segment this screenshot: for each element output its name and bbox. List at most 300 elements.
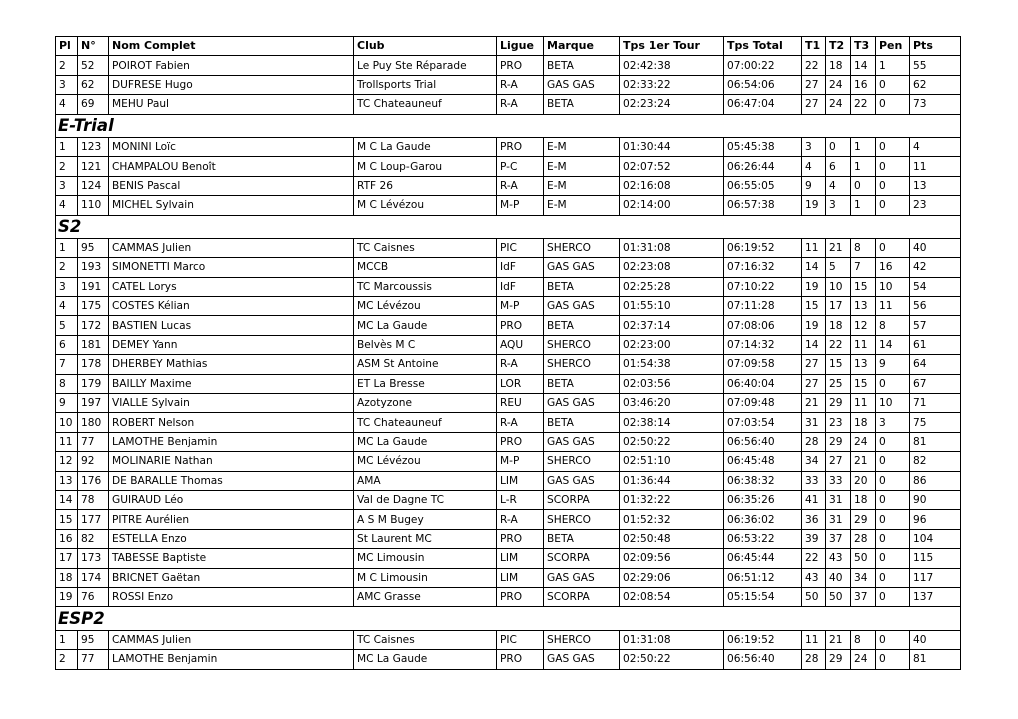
club-cell: TC Marcoussis [354, 277, 497, 296]
t2-cell: 29 [826, 394, 851, 413]
league-cell: IdF [497, 277, 544, 296]
club-cell: MC Lévézou [354, 452, 497, 471]
penalty-cell: 0 [876, 630, 910, 649]
number-cell: 178 [78, 355, 109, 374]
points-cell: 55 [910, 56, 961, 75]
points-cell: 40 [910, 238, 961, 257]
league-cell: R-A [497, 413, 544, 432]
first-lap-time-cell: 02:16:08 [620, 176, 724, 195]
column-header-name: Nom Complet [109, 37, 354, 56]
t1-cell: 31 [802, 413, 826, 432]
penalty-cell: 0 [876, 374, 910, 393]
first-lap-time-cell: 02:08:54 [620, 587, 724, 606]
name-cell: GUIRAUD Léo [109, 490, 354, 509]
first-lap-time-cell: 02:50:22 [620, 432, 724, 451]
t3-cell: 15 [851, 374, 876, 393]
table-row [56, 587, 961, 606]
table-row [56, 176, 961, 195]
number-cell: 123 [78, 137, 109, 156]
first-lap-time-cell: 02:37:14 [620, 316, 724, 335]
table-row [56, 258, 961, 277]
t1-cell: 14 [802, 335, 826, 354]
t3-cell: 22 [851, 95, 876, 114]
league-cell: R-A [497, 510, 544, 529]
number-cell: 177 [78, 510, 109, 529]
t1-cell: 36 [802, 510, 826, 529]
place-cell: 17 [56, 549, 78, 568]
column-header-pl: Pl [56, 37, 78, 56]
points-cell: 81 [910, 432, 961, 451]
name-cell: MICHEL Sylvain [109, 196, 354, 215]
t1-cell: 14 [802, 258, 826, 277]
t2-cell: 27 [826, 452, 851, 471]
t2-cell: 4 [826, 176, 851, 195]
name-cell: MEHU Paul [109, 95, 354, 114]
place-cell: 3 [56, 277, 78, 296]
total-time-cell: 06:56:40 [724, 432, 802, 451]
club-cell: M C Loup-Garou [354, 157, 497, 176]
number-cell: 173 [78, 549, 109, 568]
name-cell: ROBERT Nelson [109, 413, 354, 432]
club-cell: AMC Grasse [354, 587, 497, 606]
t2-cell: 18 [826, 56, 851, 75]
penalty-cell: 0 [876, 432, 910, 451]
table-row [56, 56, 961, 75]
penalty-cell: 16 [876, 258, 910, 277]
t1-cell: 22 [802, 549, 826, 568]
number-cell: 172 [78, 316, 109, 335]
league-cell: REU [497, 394, 544, 413]
t3-cell: 20 [851, 471, 876, 490]
points-cell: 71 [910, 394, 961, 413]
place-cell: 14 [56, 490, 78, 509]
club-cell: AMA [354, 471, 497, 490]
club-cell: TC Caisnes [354, 238, 497, 257]
total-time-cell: 06:53:22 [724, 529, 802, 548]
points-cell: 115 [910, 549, 961, 568]
t2-cell: 31 [826, 510, 851, 529]
table-row [56, 432, 961, 451]
number-cell: 176 [78, 471, 109, 490]
t3-cell: 21 [851, 452, 876, 471]
t2-cell: 33 [826, 471, 851, 490]
first-lap-time-cell: 02:33:22 [620, 75, 724, 94]
points-cell: 82 [910, 452, 961, 471]
t3-cell: 8 [851, 238, 876, 257]
total-time-cell: 06:35:26 [724, 490, 802, 509]
number-cell: 174 [78, 568, 109, 587]
t2-cell: 0 [826, 137, 851, 156]
place-cell: 5 [56, 316, 78, 335]
first-lap-time-cell: 02:50:22 [620, 650, 724, 669]
points-cell: 40 [910, 630, 961, 649]
penalty-cell: 0 [876, 75, 910, 94]
first-lap-time-cell: 02:42:38 [620, 56, 724, 75]
t1-cell: 22 [802, 56, 826, 75]
t3-cell: 15 [851, 277, 876, 296]
number-cell: 52 [78, 56, 109, 75]
league-cell: R-A [497, 355, 544, 374]
name-cell: LAMOTHE Benjamin [109, 432, 354, 451]
t1-cell: 27 [802, 374, 826, 393]
t2-cell: 25 [826, 374, 851, 393]
brand-cell: SCORPA [544, 490, 620, 509]
penalty-cell: 9 [876, 355, 910, 374]
league-cell: PRO [497, 529, 544, 548]
first-lap-time-cell: 01:31:08 [620, 238, 724, 257]
place-cell: 12 [56, 452, 78, 471]
t3-cell: 37 [851, 587, 876, 606]
first-lap-time-cell: 01:36:44 [620, 471, 724, 490]
place-cell: 2 [56, 258, 78, 277]
t3-cell: 1 [851, 137, 876, 156]
league-cell: M-P [497, 297, 544, 316]
brand-cell: GAS GAS [544, 258, 620, 277]
name-cell: DUFRESE Hugo [109, 75, 354, 94]
number-cell: 78 [78, 490, 109, 509]
column-header-t1: T1 [802, 37, 826, 56]
column-header-marque: Marque [544, 37, 620, 56]
total-time-cell: 07:11:28 [724, 297, 802, 316]
penalty-cell: 0 [876, 238, 910, 257]
t2-cell: 23 [826, 413, 851, 432]
t2-cell: 6 [826, 157, 851, 176]
t3-cell: 12 [851, 316, 876, 335]
t2-cell: 22 [826, 335, 851, 354]
points-cell: 104 [910, 529, 961, 548]
table-row [56, 277, 961, 296]
name-cell: VIALLE Sylvain [109, 394, 354, 413]
table-row [56, 568, 961, 587]
number-cell: 197 [78, 394, 109, 413]
t1-cell: 27 [802, 75, 826, 94]
penalty-cell: 8 [876, 316, 910, 335]
place-cell: 3 [56, 75, 78, 94]
first-lap-time-cell: 02:29:06 [620, 568, 724, 587]
total-time-cell: 06:54:06 [724, 75, 802, 94]
league-cell: PRO [497, 56, 544, 75]
league-cell: PRO [497, 316, 544, 335]
t1-cell: 28 [802, 650, 826, 669]
club-cell: RTF 26 [354, 176, 497, 195]
number-cell: 92 [78, 452, 109, 471]
league-cell: PRO [497, 650, 544, 669]
t1-cell: 19 [802, 277, 826, 296]
league-cell: R-A [497, 75, 544, 94]
t3-cell: 18 [851, 490, 876, 509]
brand-cell: GAS GAS [544, 297, 620, 316]
t2-cell: 40 [826, 568, 851, 587]
club-cell: TC Chateauneuf [354, 413, 497, 432]
brand-cell: GAS GAS [544, 394, 620, 413]
penalty-cell: 0 [876, 157, 910, 176]
number-cell: 77 [78, 432, 109, 451]
name-cell: DHERBEY Mathias [109, 355, 354, 374]
league-cell: P-C [497, 157, 544, 176]
t2-cell: 18 [826, 316, 851, 335]
league-cell: LIM [497, 549, 544, 568]
table-row [56, 413, 961, 432]
name-cell: DEMEY Yann [109, 335, 354, 354]
place-cell: 4 [56, 196, 78, 215]
section-title: ESP2 [56, 607, 961, 630]
total-time-cell: 07:09:58 [724, 355, 802, 374]
t2-cell: 50 [826, 587, 851, 606]
place-cell: 2 [56, 157, 78, 176]
name-cell: BRICNET Gaëtan [109, 568, 354, 587]
points-cell: 56 [910, 297, 961, 316]
brand-cell: SHERCO [544, 355, 620, 374]
points-cell: 62 [910, 75, 961, 94]
t3-cell: 24 [851, 432, 876, 451]
brand-cell: SHERCO [544, 510, 620, 529]
league-cell: R-A [497, 176, 544, 195]
points-cell: 23 [910, 196, 961, 215]
league-cell: PIC [497, 238, 544, 257]
t1-cell: 19 [802, 196, 826, 215]
table-row [56, 355, 961, 374]
penalty-cell: 0 [876, 529, 910, 548]
table-body [56, 56, 961, 669]
section-title: E-Trial [56, 114, 961, 137]
club-cell: MCCB [354, 258, 497, 277]
club-cell: M C Limousin [354, 568, 497, 587]
table-row [56, 297, 961, 316]
t3-cell: 13 [851, 355, 876, 374]
name-cell: COSTES Kélian [109, 297, 354, 316]
total-time-cell: 06:19:52 [724, 238, 802, 257]
t2-cell: 29 [826, 432, 851, 451]
points-cell: 81 [910, 650, 961, 669]
t1-cell: 9 [802, 176, 826, 195]
club-cell: ASM St Antoine [354, 355, 497, 374]
number-cell: 181 [78, 335, 109, 354]
penalty-cell: 0 [876, 587, 910, 606]
points-cell: 67 [910, 374, 961, 393]
column-header-total-time: Tps Total [724, 37, 802, 56]
place-cell: 1 [56, 630, 78, 649]
t3-cell: 50 [851, 549, 876, 568]
t3-cell: 0 [851, 176, 876, 195]
name-cell: POIROT Fabien [109, 56, 354, 75]
t3-cell: 11 [851, 335, 876, 354]
t1-cell: 50 [802, 587, 826, 606]
table-row [56, 510, 961, 529]
name-cell: SIMONETTI Marco [109, 258, 354, 277]
points-cell: 54 [910, 277, 961, 296]
name-cell: MOLINARIE Nathan [109, 452, 354, 471]
brand-cell: GAS GAS [544, 471, 620, 490]
number-cell: 62 [78, 75, 109, 94]
t3-cell: 34 [851, 568, 876, 587]
table-row [56, 196, 961, 215]
league-cell: PIC [497, 630, 544, 649]
place-cell: 4 [56, 95, 78, 114]
t3-cell: 1 [851, 157, 876, 176]
place-cell: 1 [56, 238, 78, 257]
t3-cell: 14 [851, 56, 876, 75]
t1-cell: 39 [802, 529, 826, 548]
club-cell: Trollsports Trial [354, 75, 497, 94]
points-cell: 4 [910, 137, 961, 156]
t3-cell: 18 [851, 413, 876, 432]
brand-cell: E-M [544, 176, 620, 195]
penalty-cell: 0 [876, 196, 910, 215]
t3-cell: 16 [851, 75, 876, 94]
t1-cell: 28 [802, 432, 826, 451]
league-cell: M-P [497, 452, 544, 471]
club-cell: Azotyzone [354, 394, 497, 413]
first-lap-time-cell: 02:23:08 [620, 258, 724, 277]
table-row [56, 374, 961, 393]
brand-cell: GAS GAS [544, 568, 620, 587]
name-cell: PITRE Aurélien [109, 510, 354, 529]
place-cell: 10 [56, 413, 78, 432]
brand-cell: BETA [544, 277, 620, 296]
name-cell: CAMMAS Julien [109, 630, 354, 649]
club-cell: MC Limousin [354, 549, 497, 568]
column-header-t2: T2 [826, 37, 851, 56]
penalty-cell: 0 [876, 176, 910, 195]
column-header-t3: T3 [851, 37, 876, 56]
t2-cell: 10 [826, 277, 851, 296]
club-cell: M C La Gaude [354, 137, 497, 156]
first-lap-time-cell: 02:07:52 [620, 157, 724, 176]
points-cell: 13 [910, 176, 961, 195]
total-time-cell: 06:56:40 [724, 650, 802, 669]
league-cell: IdF [497, 258, 544, 277]
club-cell: MC Lévézou [354, 297, 497, 316]
name-cell: CAMMAS Julien [109, 238, 354, 257]
place-cell: 2 [56, 56, 78, 75]
place-cell: 6 [56, 335, 78, 354]
points-cell: 90 [910, 490, 961, 509]
t3-cell: 29 [851, 510, 876, 529]
name-cell: BASTIEN Lucas [109, 316, 354, 335]
t2-cell: 29 [826, 650, 851, 669]
table-row [56, 137, 961, 156]
penalty-cell: 0 [876, 137, 910, 156]
results-table [55, 36, 961, 670]
league-cell: R-A [497, 95, 544, 114]
total-time-cell: 06:36:02 [724, 510, 802, 529]
t1-cell: 21 [802, 394, 826, 413]
total-time-cell: 07:00:22 [724, 56, 802, 75]
brand-cell: SHERCO [544, 238, 620, 257]
number-cell: 110 [78, 196, 109, 215]
total-time-cell: 06:51:12 [724, 568, 802, 587]
place-cell: 2 [56, 650, 78, 669]
total-time-cell: 07:10:22 [724, 277, 802, 296]
table-row [56, 630, 961, 649]
column-header-pen: Pen [876, 37, 910, 56]
penalty-cell: 0 [876, 471, 910, 490]
brand-cell: SHERCO [544, 452, 620, 471]
league-cell: L-R [497, 490, 544, 509]
t2-cell: 15 [826, 355, 851, 374]
brand-cell: E-M [544, 137, 620, 156]
t3-cell: 13 [851, 297, 876, 316]
penalty-cell: 3 [876, 413, 910, 432]
t2-cell: 21 [826, 238, 851, 257]
section-header-row [56, 607, 961, 630]
first-lap-time-cell: 02:14:00 [620, 196, 724, 215]
number-cell: 193 [78, 258, 109, 277]
section-header-row [56, 215, 961, 238]
table-row [56, 529, 961, 548]
brand-cell: SCORPA [544, 587, 620, 606]
number-cell: 180 [78, 413, 109, 432]
points-cell: 96 [910, 510, 961, 529]
header-row [56, 37, 961, 56]
number-cell: 77 [78, 650, 109, 669]
total-time-cell: 06:40:04 [724, 374, 802, 393]
league-cell: LOR [497, 374, 544, 393]
number-cell: 76 [78, 587, 109, 606]
section-title: S2 [56, 215, 961, 238]
t3-cell: 11 [851, 394, 876, 413]
t1-cell: 41 [802, 490, 826, 509]
t3-cell: 28 [851, 529, 876, 548]
table-row [56, 650, 961, 669]
table-row [56, 95, 961, 114]
club-cell: MC La Gaude [354, 650, 497, 669]
club-cell: TC Caisnes [354, 630, 497, 649]
t1-cell: 11 [802, 238, 826, 257]
penalty-cell: 10 [876, 394, 910, 413]
column-header-num: N° [78, 37, 109, 56]
table-row [56, 490, 961, 509]
league-cell: PRO [497, 432, 544, 451]
t1-cell: 27 [802, 355, 826, 374]
club-cell: MC La Gaude [354, 432, 497, 451]
first-lap-time-cell: 02:51:10 [620, 452, 724, 471]
first-lap-time-cell: 01:30:44 [620, 137, 724, 156]
place-cell: 11 [56, 432, 78, 451]
table-row [56, 238, 961, 257]
club-cell: A S M Bugey [354, 510, 497, 529]
t2-cell: 5 [826, 258, 851, 277]
t3-cell: 7 [851, 258, 876, 277]
total-time-cell: 06:26:44 [724, 157, 802, 176]
name-cell: MONINI Loïc [109, 137, 354, 156]
number-cell: 179 [78, 374, 109, 393]
place-cell: 8 [56, 374, 78, 393]
name-cell: TABESSE Baptiste [109, 549, 354, 568]
name-cell: ESTELLA Enzo [109, 529, 354, 548]
brand-cell: GAS GAS [544, 432, 620, 451]
total-time-cell: 07:09:48 [724, 394, 802, 413]
penalty-cell: 0 [876, 568, 910, 587]
table-row [56, 316, 961, 335]
brand-cell: E-M [544, 157, 620, 176]
penalty-cell: 0 [876, 95, 910, 114]
place-cell: 15 [56, 510, 78, 529]
points-cell: 75 [910, 413, 961, 432]
club-cell: Le Puy Ste Réparade [354, 56, 497, 75]
penalty-cell: 0 [876, 650, 910, 669]
brand-cell: BETA [544, 413, 620, 432]
points-cell: 73 [910, 95, 961, 114]
number-cell: 191 [78, 277, 109, 296]
t2-cell: 24 [826, 75, 851, 94]
t1-cell: 11 [802, 630, 826, 649]
number-cell: 124 [78, 176, 109, 195]
points-cell: 11 [910, 157, 961, 176]
league-cell: AQU [497, 335, 544, 354]
total-time-cell: 05:15:54 [724, 587, 802, 606]
column-header-ligue: Ligue [497, 37, 544, 56]
